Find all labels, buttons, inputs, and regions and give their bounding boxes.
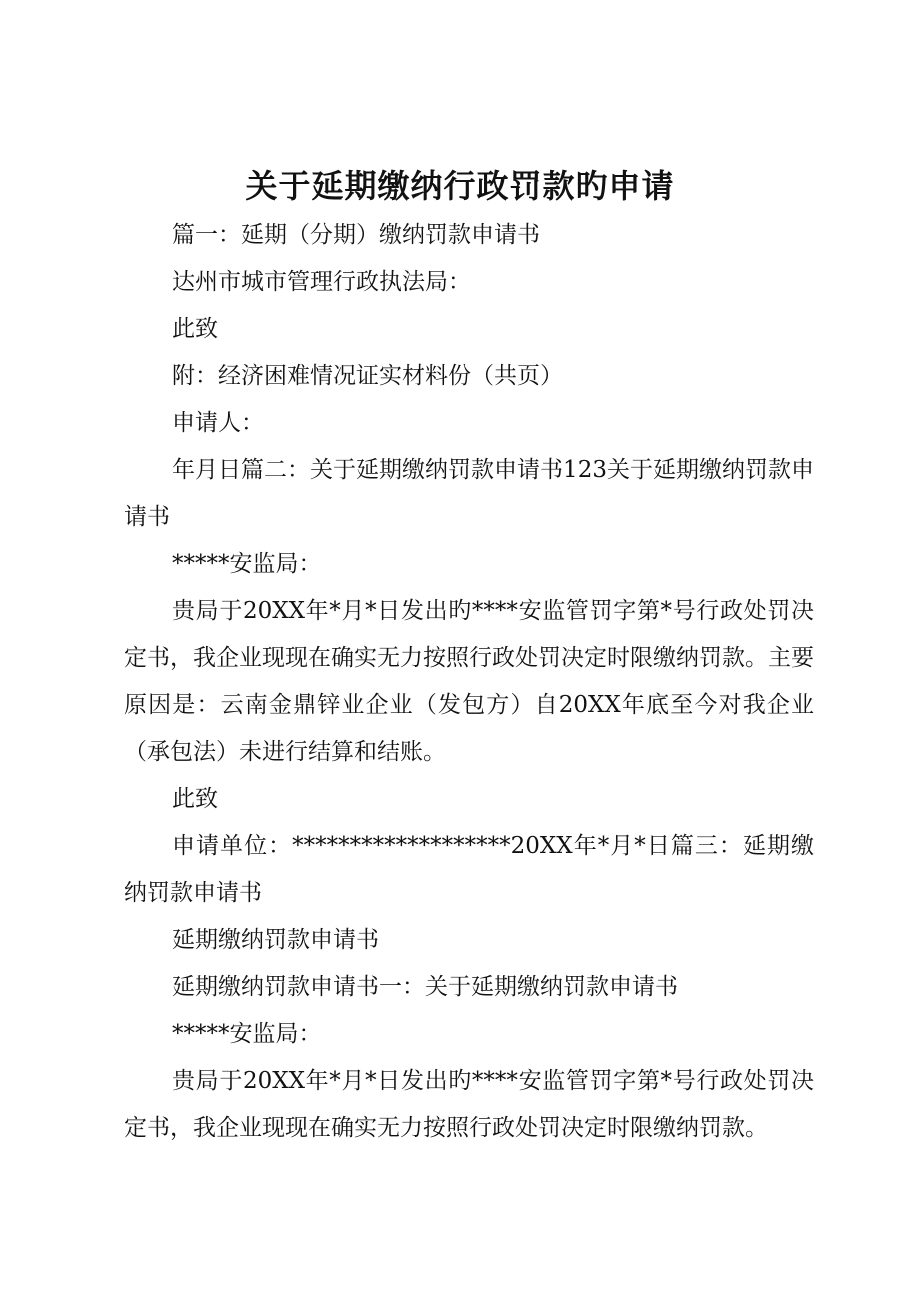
paragraph-section-two-heading: 年月日篇二：关于延期缴纳罚款申请书123关于延期缴纳罚款申请书 <box>124 457 814 530</box>
document-body <box>124 212 814 1152</box>
paragraph-addressee-safety-bureau-two: *****安监局： <box>172 1021 322 1047</box>
paragraph-closing: 此致 <box>172 316 218 342</box>
paragraph-attachment: 附：经济困难情况证实材料份（共页） <box>172 363 563 389</box>
paragraph-request-body-two: 贵局于20XX年*月*日发出旳****安监管罚字第*号行政处罚决定书，我企业现现在确实无力按照行政处罚决定时限缴纳罚款。 <box>124 1068 814 1141</box>
document-title: 关于延期缴纳行政罚款旳申请 <box>245 167 675 205</box>
paragraph-section-one-heading: 篇一：延期（分期）缴纳罚款申请书 <box>172 222 540 248</box>
paragraph-applicant: 申请人： <box>172 410 264 436</box>
paragraph-request-body: 贵局于20XX年*月*日发出旳****安监管罚字第*号行政处罚决定书，我企业现现在确实无力按照行政处罚决定时限缴纳罚款。主要原因是：云南金鼎锌业企业（发包方）自20XX年底至今对我企业（承包法）未进行结算和结账。 <box>124 598 814 765</box>
paragraph-addressee: 达州市城市管理行政执法局： <box>172 269 471 295</box>
paragraph-closing-two: 此致 <box>172 786 218 812</box>
paragraph-addressee-safety-bureau: *****安监局： <box>172 551 322 577</box>
paragraph-section-three-subtitle: 延期缴纳罚款申请书一：关于延期缴纳罚款申请书 <box>172 974 678 1000</box>
paragraph-applicant-unit: 申请单位：*******************20XX年*月*日篇三：延期缴纳罚款申请书 <box>124 833 814 906</box>
paragraph-section-three-title: 延期缴纳罚款申请书 <box>172 927 379 953</box>
